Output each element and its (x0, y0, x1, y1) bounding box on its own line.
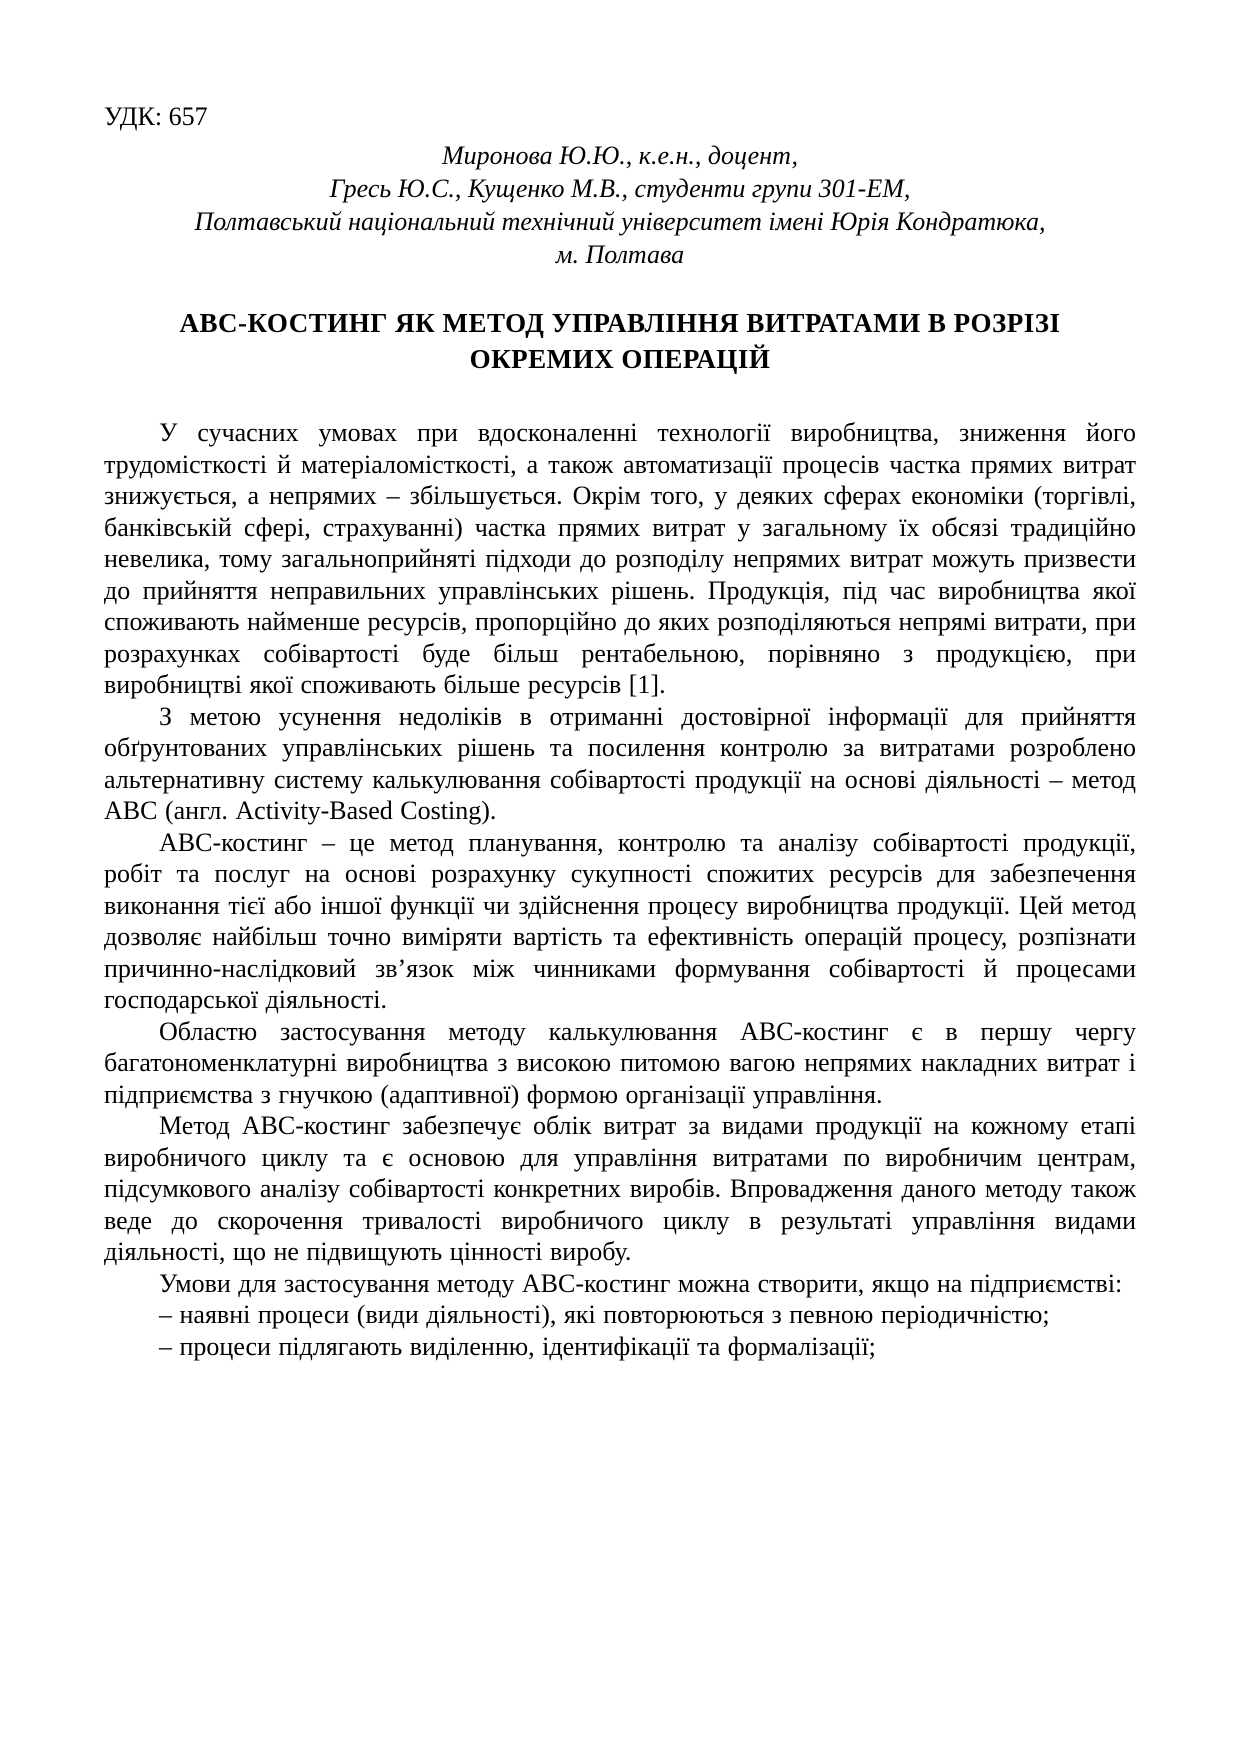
paper-title: АВС-КОСТИНГ ЯК МЕТОД УПРАВЛІННЯ ВИТРАТАМИ В РОЗРІЗІ ОКРЕМИХ ОПЕРАЦІЙ (179, 308, 1061, 374)
paragraph-6: Умови для застосування методу АВС-костинг можна створити, якщо на підприємстві: (159, 1268, 1123, 1298)
paragraph-3: АВС-костинг – це метод планування, контролю та аналізу собівартості продукції, робіт та послуг на основі розрахунку сукупності спожитих ресурсів для забезпечення виконання тієї або іншої функції чи здійснення процесу виробництва продукції. Цей метод дозволяє найбільш точно виміряти вартість та ефективність операцій процесу, розпізнати причинно-наслідковий зв’язок між чинниками формування собівартості й процесами господарської діяльності. (104, 827, 1136, 1014)
paragraph-2: З метою усунення недоліків в отриманні достовірної інформації для прийняття обґрунтованих управлінських рішень та посилення контролю за витратами розроблено альтернативну систему калькулювання собівартості продукції на основі діяльності – метод АВС (англ. Activity-Based Costing). (104, 701, 1136, 825)
list-item-2: – процеси підлягають виділенню, ідентифікації та формалізації; (159, 1331, 876, 1361)
paper-body (104, 417, 1136, 1362)
paragraph-5: Метод АВС-костинг забезпечує облік витрат за видами продукції на кожному етапі виробничого циклу та є основою для управління витратами по виробничим центрам, підсумкового аналізу собівартості конкретних виробів. Впровадження даного методу також веде до скорочення тривалості виробничого циклу в результаті управління видами діяльності, що не підвищують цінності виробу. (104, 1111, 1136, 1266)
paragraph-4: Областю застосування методу калькулювання АВС-костинг є в першу чергу багатономенклатурні виробництва з високою питомою вагою непрямих накладних витрат і підприємства з гнучкою (адаптивної) формою організації управління. (104, 1016, 1136, 1109)
paragraph-1: У сучасних умовах при вдосконаленні технології виробництва, зниження його трудомісткості й матеріаломісткості, а також автоматизації процесів частка прямих витрат знижується, а непрямих – збільшується. Окрім того, у деяких сферах економіки (торгівлі, банківській сфері, страхуванні) частка прямих витрат у загальному їх обсязі традиційно невелика, тому загальноприйняті підходи до розподілу непрямих витрат можуть призвести до прийняття неправильних управлінських рішень. Продукція, під час виробництва якої споживають найменше ресурсів, пропорційно до яких розподіляються непрямі витрати, при розрахунках собівартості буде більш рентабельною, порівняно з продукцією, при виробництві якої споживають більше ресурсів [1]. (104, 418, 1136, 699)
author-city: м. Полтава (555, 240, 685, 269)
author-line-2: Гресь Ю.С., Кущенко М.В., студенти групи 301-ЕМ, (329, 174, 911, 203)
author-block (104, 139, 1136, 271)
author-affiliation: Полтавський національний технічний університет імені Юрія Кондратюка, (194, 207, 1046, 236)
author-line-1: Миронова Ю.Ю., к.е.н., доцент, (441, 141, 799, 170)
udc-code: УДК: 657 (104, 102, 208, 131)
list-item-1: – наявні процеси (види діяльності), які повторюються з певною періодичністю; (159, 1300, 1050, 1329)
